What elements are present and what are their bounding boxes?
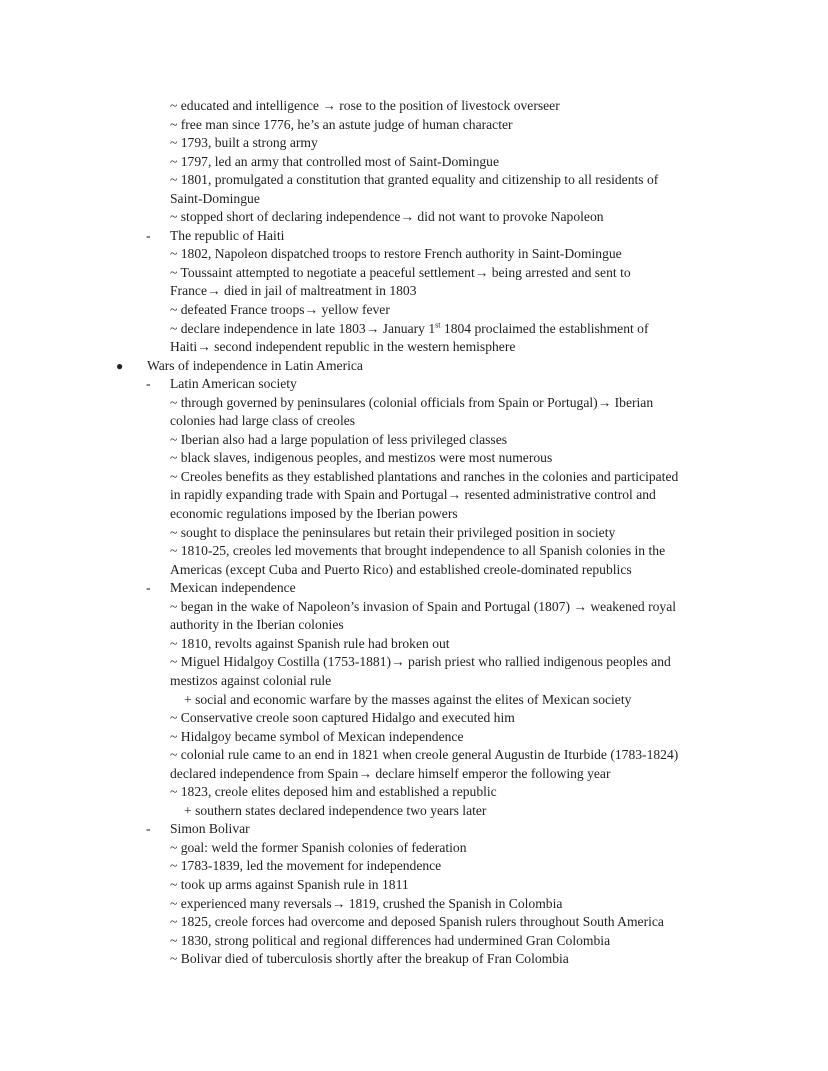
note-line: ~ Toussaint attempted to negotiate a peaceful settlement→ being arrested and sent to bbox=[170, 264, 631, 280]
subheading bbox=[0, 375, 828, 394]
ordinal-suffix: st bbox=[435, 320, 441, 330]
note-line: France→ died in jail of maltreatment in 1803 bbox=[170, 283, 417, 299]
note-line: ~ goal: weld the former Spanish colonies of federation bbox=[170, 839, 467, 855]
note-line: in rapidly expanding trade with Spain and Portugal→ resented administrative control and bbox=[170, 487, 656, 503]
subheading-text: Simon Bolivar bbox=[170, 821, 250, 837]
bullet-marker: ● bbox=[116, 358, 124, 373]
dash-marker: - bbox=[146, 821, 151, 837]
note-line: ~ 1802, Napoleon dispatched troops to restore French authority in Saint-Domingue bbox=[170, 246, 622, 262]
note-line: declared independence from Spain→ declare himself emperor the following year bbox=[170, 765, 611, 781]
subheading bbox=[0, 820, 828, 839]
note-line: ~ through governed by peninsulares (colonial officials from Spain or Portugal)→ Iberian bbox=[170, 394, 654, 410]
note-line: ~ educated and intelligence → rose to the position of livestock overseer bbox=[170, 98, 560, 113]
dash-marker: - bbox=[146, 580, 151, 596]
note-line: Americas (except Cuba and Puerto Rico) and established creole-dominated republics bbox=[170, 561, 632, 577]
document-page bbox=[0, 97, 828, 969]
note-subpoint: + social and economic warfare by the masses against the elites of Mexican society bbox=[184, 691, 632, 707]
note-subpoint: + southern states declared independence two years later bbox=[184, 802, 487, 818]
note-line: Haiti→ second independent republic in the western hemisphere bbox=[170, 339, 516, 355]
subheading bbox=[0, 227, 828, 246]
note-line: mestizos against colonial rule bbox=[170, 672, 332, 688]
note-line: ~ stopped short of declaring independence→ did not want to provoke Napoleon bbox=[170, 209, 604, 225]
note-line: ~ Creoles benefits as they established plantations and ranches in the colonies and participated bbox=[170, 468, 679, 484]
note-line: colonies had large class of creoles bbox=[170, 413, 356, 429]
note-line: ~ Conservative creole soon captured Hidalgo and executed him bbox=[170, 710, 515, 726]
note-line: ~ 1810-25, creoles led movements that brought independence to all Spanish colonies in the bbox=[170, 543, 666, 559]
note-line: ~ 1783-1839, led the movement for independence bbox=[170, 858, 442, 874]
note-line: ~ Miguel Hidalgoy Costilla (1753-1881)→ parish priest who rallied indigenous peoples and bbox=[170, 654, 671, 670]
note-line: ~ 1801, promulgated a constitution that granted equality and citizenship to all residents of bbox=[170, 172, 659, 188]
bullet-heading bbox=[0, 357, 828, 376]
note-line: Saint-Domingue bbox=[170, 190, 260, 206]
note-line: ~ 1793, built a strong army bbox=[170, 135, 318, 151]
note-line: ~ sought to displace the peninsulares but retain their privileged position in society bbox=[170, 524, 616, 540]
note-line: ~ 1810, revolts against Spanish rule had broken out bbox=[170, 635, 450, 651]
note-line: ~ 1797, led an army that controlled most of Saint-Domingue bbox=[170, 153, 500, 169]
note-line: ~ 1830, strong political and regional differences had undermined Gran Colombia bbox=[170, 932, 611, 948]
heading-text: Wars of independence in Latin America bbox=[147, 357, 363, 373]
note-line: ~ black slaves, indigenous peoples, and mestizos were most numerous bbox=[170, 450, 553, 466]
note-line: ~ declare independence in late 1803→ January 1st 1804 proclaimed the establishment of bbox=[170, 320, 649, 336]
note-line: ~ Bolivar died of tuberculosis shortly after the breakup of Fran Colombia bbox=[170, 951, 569, 967]
note-line: ~ 1825, creole forces had overcome and deposed Spanish rulers throughout South America bbox=[170, 914, 664, 930]
note-line: ~ free man since 1776, he’s an astute judge of human character bbox=[170, 116, 513, 132]
note-line: ~ began in the wake of Napoleon’s invasion of Spain and Portugal (1807) → weakened royal bbox=[170, 598, 677, 614]
note-line: ~ Hidalgoy became symbol of Mexican independence bbox=[170, 728, 464, 744]
note-line: ~ defeated France troops→ yellow fever bbox=[170, 302, 390, 318]
subheading-text: Latin American society bbox=[170, 376, 297, 392]
note-line: ~ Iberian also had a large population of less privileged classes bbox=[170, 431, 508, 447]
note-line: ~ 1823, creole elites deposed him and established a republic bbox=[170, 784, 497, 800]
subheading-text: The republic of Haiti bbox=[170, 227, 285, 243]
dash-marker: - bbox=[146, 227, 151, 243]
note-line: ~ colonial rule came to an end in 1821 when creole general Augustin de Iturbide (1783-1824) bbox=[170, 747, 679, 763]
note-line: ~ experienced many reversals→ 1819, crushed the Spanish in Colombia bbox=[170, 895, 563, 911]
subheading-text: Mexican independence bbox=[170, 580, 296, 596]
note-line: authority in the Iberian colonies bbox=[170, 617, 344, 633]
subheading bbox=[0, 579, 828, 598]
dash-marker: - bbox=[146, 376, 151, 392]
note-line: ~ took up arms against Spanish rule in 1811 bbox=[170, 876, 409, 892]
note-line: economic regulations imposed by the Iberian powers bbox=[170, 506, 458, 522]
